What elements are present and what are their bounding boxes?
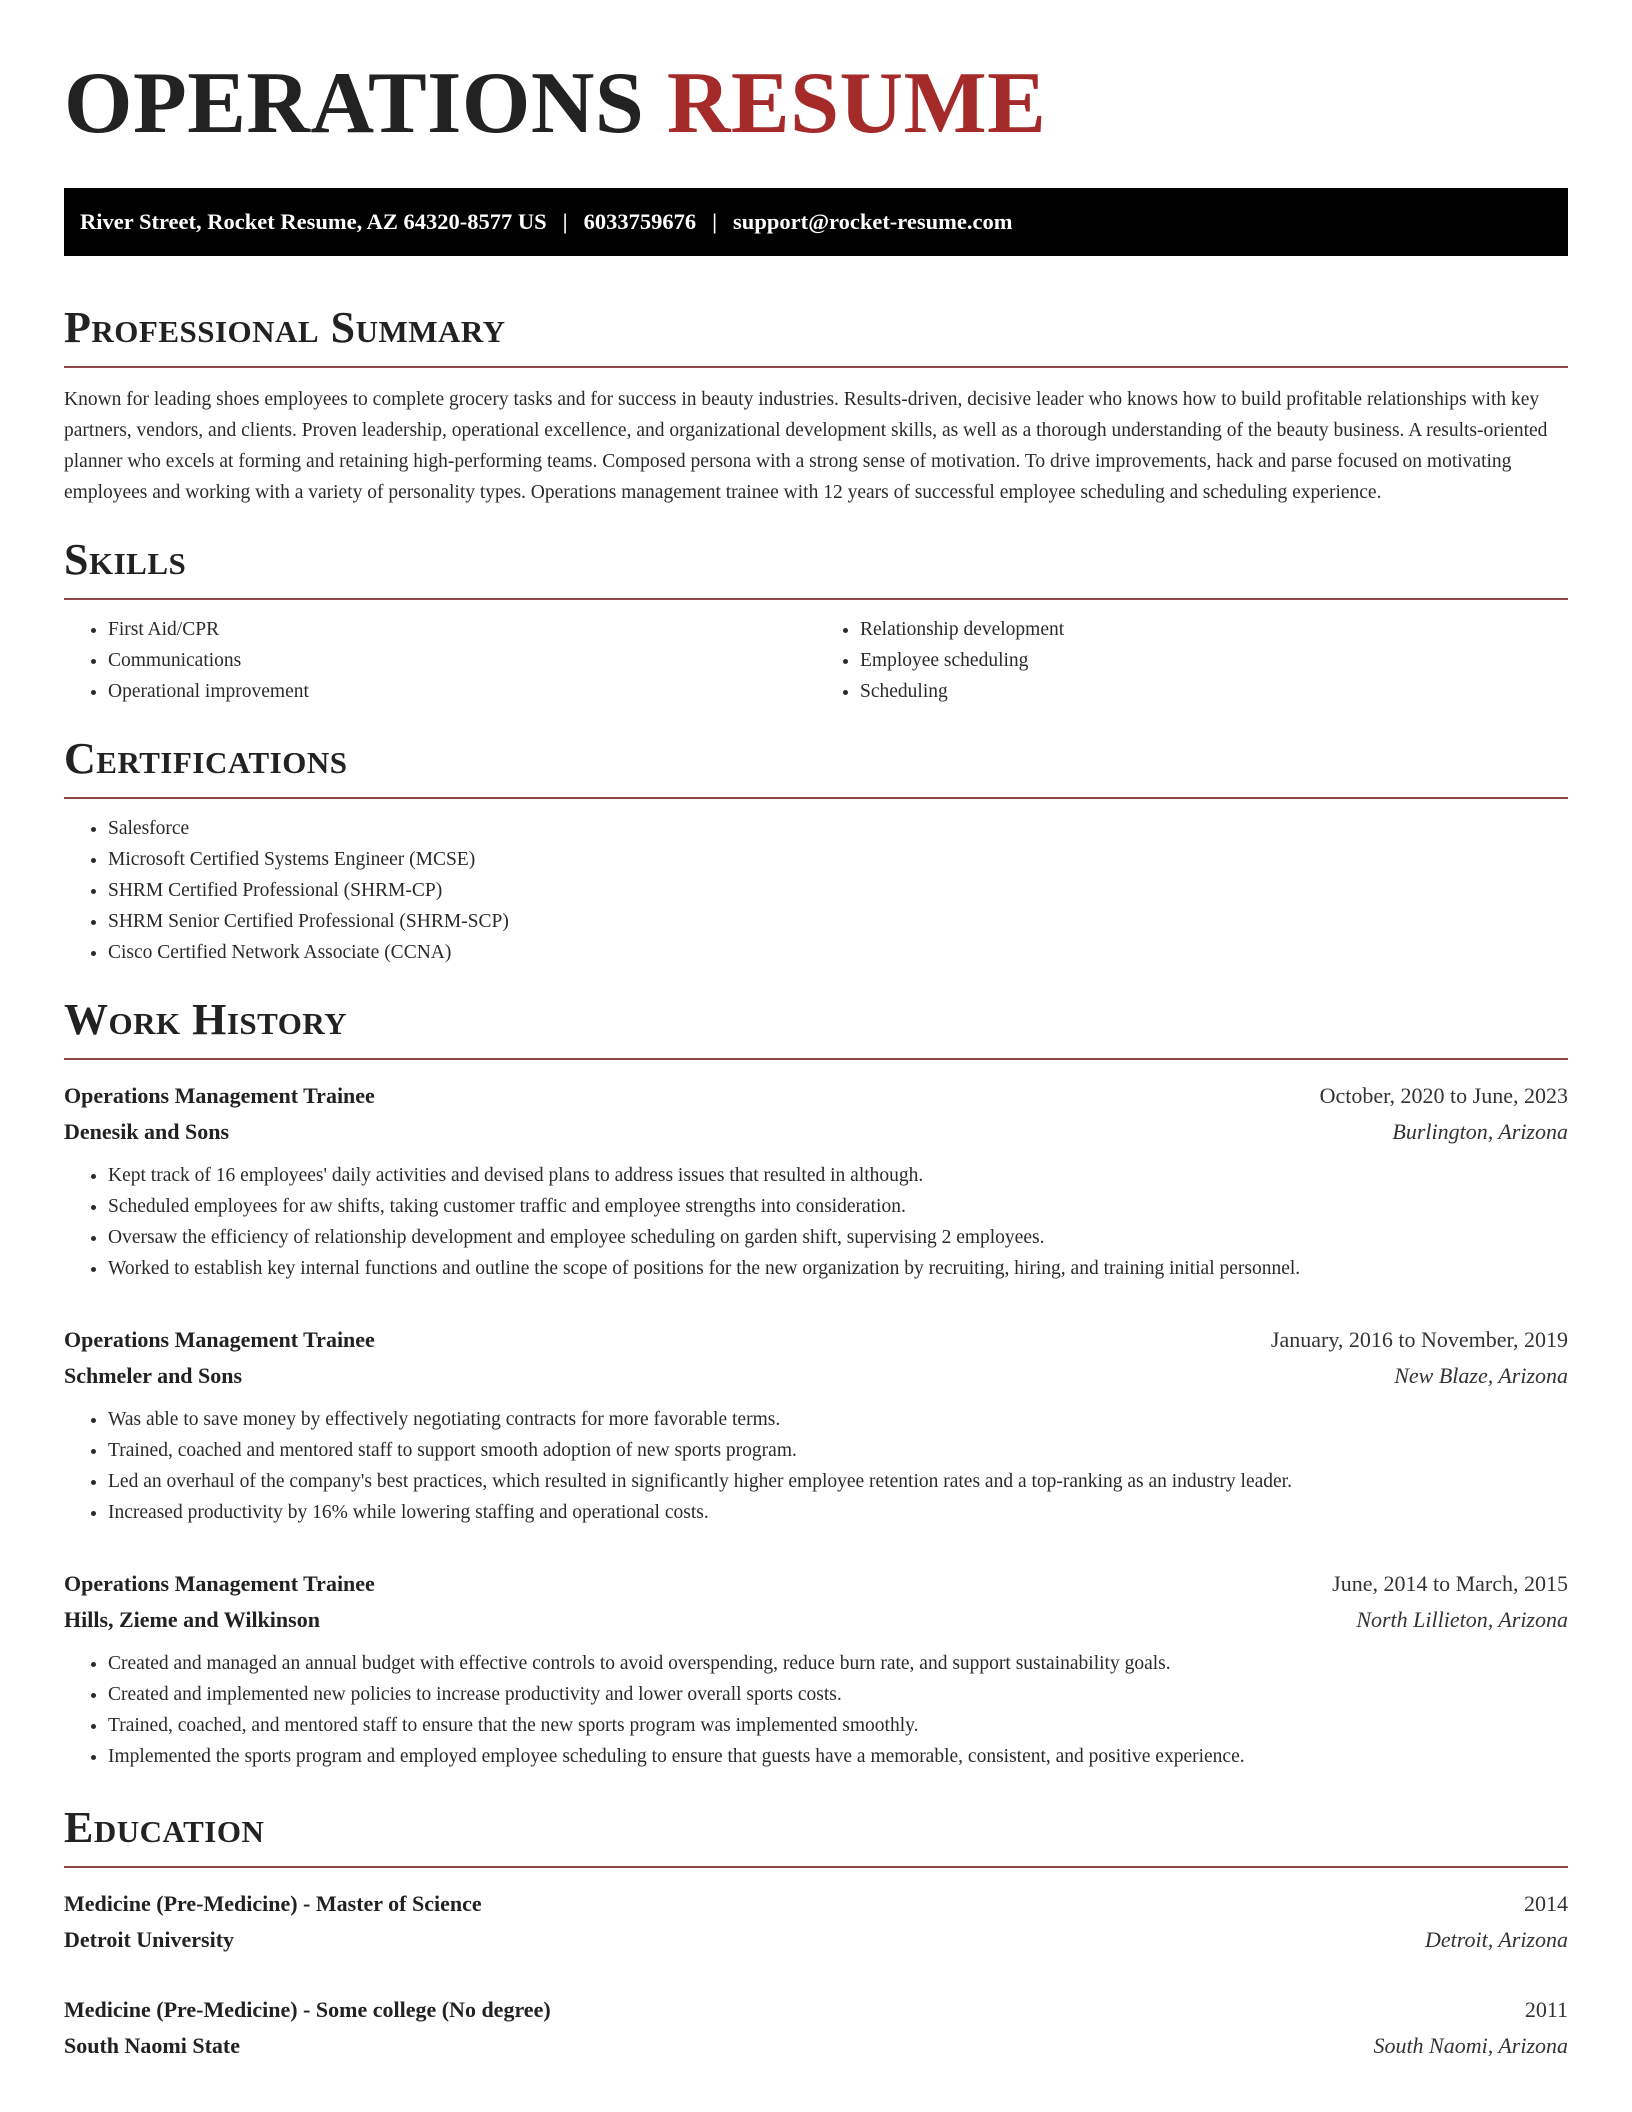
job-company: Denesik and Sons <box>64 1119 230 1144</box>
job-bullet: • Oversaw the efficiency of relationship development and employee scheduling on garden shift, supervising 2 employees. <box>108 1222 1568 1253</box>
job-entry <box>64 1322 1568 1528</box>
section-heading: Professional Summary <box>64 303 506 352</box>
skill-item: • Scheduling <box>860 676 1568 707</box>
education-school-row <box>64 1922 1568 1958</box>
contact-bar <box>64 188 1568 256</box>
skill-item: • Relationship development <box>860 614 1568 645</box>
job-header-row <box>64 1566 1568 1602</box>
summary-text: Known for leading shoes employees to complete grocery tasks and for success in beauty industries. Results-driven, decisive leader who knows how to build profitable relationships with key partners, vendors, and clients. Proven leadership, operational excellence, and organizational development skills, as well as a thorough understanding of the beauty business. A results-oriented planner who excels at forming and retaining high-performing teams. Composed persona with a strong sense of motivation. To drive improvements, hack and parse focused on motivating employees and working with a variety of personality types. Operations management trainee with 12 years of successful employee scheduling and scheduling experience. <box>64 389 1548 503</box>
job-bullet: • Scheduled employees for aw shifts, taking customer traffic and employee strengths into consideration. <box>108 1191 1568 1222</box>
job-company-row <box>64 1114 1568 1150</box>
job-title: Operations Management Trainee <box>64 1327 375 1352</box>
job-header-row <box>64 1078 1568 1114</box>
work-history-section <box>64 994 1568 1772</box>
section-heading: Skills <box>64 535 187 584</box>
education-entry <box>64 1886 1568 1958</box>
section-heading: Work History <box>64 995 348 1044</box>
certification-item: • Microsoft Certified Systems Engineer (MCSE) <box>108 844 1568 875</box>
education-degree-row <box>64 1992 1568 2028</box>
education-school: Detroit University <box>64 1927 235 1952</box>
job-title: Operations Management Trainee <box>64 1083 375 1108</box>
job-company-row <box>64 1602 1568 1638</box>
education-location: Detroit, Arizona <box>1424 1927 1568 1952</box>
title-main: OPERATIONS <box>64 55 645 152</box>
job-bullet: • Created and managed an annual budget with effective controls to avoid overspending, reduce burn rate, and support sustainability goals. <box>108 1648 1568 1679</box>
education-degree: Medicine (Pre-Medicine) - Some college (No degree) <box>64 1997 551 2022</box>
job-company: Schmeler and Sons <box>64 1363 243 1388</box>
job-bullets <box>64 1404 1568 1528</box>
section-heading: Education <box>64 1803 265 1852</box>
certification-item: • Salesforce <box>108 813 1568 844</box>
education-school-row <box>64 2028 1568 2064</box>
education-year: 2014 <box>1524 1891 1568 1916</box>
certification-item: • SHRM Senior Certified Professional (SHRM-SCP) <box>108 906 1568 937</box>
job-location: North Lillieton, Arizona <box>1356 1607 1568 1632</box>
contact-email: support@rocket-resume.com <box>733 209 1013 234</box>
skills-grid <box>64 600 1568 707</box>
section-divider <box>64 1058 1568 1060</box>
section-divider <box>64 797 1568 799</box>
job-bullets <box>64 1160 1568 1284</box>
job-dates: January, 2016 to November, 2019 <box>1270 1327 1568 1352</box>
skill-item: • Communications <box>108 645 816 676</box>
section-divider <box>64 1866 1568 1868</box>
contact-phone: 6033759676 <box>583 209 697 234</box>
education-degree: Medicine (Pre-Medicine) - Master of Science <box>64 1891 482 1916</box>
skill-item: • Employee scheduling <box>860 645 1568 676</box>
education-entry <box>64 1992 1568 2064</box>
job-bullet: • Led an overhaul of the company's best practices, which resulted in significantly higher employee retention rates and a top-ranking as an industry leader. <box>108 1466 1568 1497</box>
contact-address: River Street, Rocket Resume, AZ 64320-8577 US <box>80 209 547 234</box>
education-section <box>64 1802 1568 2064</box>
job-company: Hills, Zieme and Wilkinson <box>64 1607 320 1632</box>
job-bullet: • Trained, coached and mentored staff to support smooth adoption of new sports program. <box>108 1435 1568 1466</box>
education-year: 2011 <box>1524 1997 1568 2022</box>
job-bullet: • Was able to save money by effectively negotiating contracts for more favorable terms. <box>108 1404 1568 1435</box>
job-entry <box>64 1566 1568 1772</box>
job-title: Operations Management Trainee <box>64 1571 375 1596</box>
job-bullet: • Implemented the sports program and employed employee scheduling to ensure that guests have a memorable, consistent, and positive experience. <box>108 1741 1568 1772</box>
job-dates: June, 2014 to March, 2015 <box>1332 1571 1568 1596</box>
contact-separator: | <box>712 209 718 234</box>
education-school: South Naomi State <box>64 2033 241 2058</box>
job-company-row <box>64 1358 1568 1394</box>
skills-list-right <box>816 614 1568 707</box>
job-location: Burlington, Arizona <box>1392 1119 1568 1144</box>
skills-section <box>64 534 1568 707</box>
job-header-row <box>64 1322 1568 1358</box>
resume-title <box>64 52 1568 156</box>
education-location: South Naomi, Arizona <box>1373 2033 1568 2058</box>
contact-separator: | <box>562 209 568 234</box>
title-accent: RESUME <box>666 55 1047 152</box>
skill-item: • Operational improvement <box>108 676 816 707</box>
education-degree-row <box>64 1886 1568 1922</box>
job-bullet: • Kept track of 16 employees' daily activities and devised plans to address issues that resulted in although. <box>108 1160 1568 1191</box>
job-bullet: • Created and implemented new policies to increase productivity and lower overall sports costs. <box>108 1679 1568 1710</box>
certifications-section <box>64 733 1568 968</box>
skill-item: • First Aid/CPR <box>108 614 816 645</box>
certifications-list <box>64 813 1568 968</box>
job-bullet: • Worked to establish key internal functions and outline the scope of positions for the new organization by recruiting, hiring, and training initial personnel. <box>108 1253 1568 1284</box>
job-entry <box>64 1078 1568 1284</box>
job-bullet: • Increased productivity by 16% while lowering staffing and operational costs. <box>108 1497 1568 1528</box>
certification-item: • Cisco Certified Network Associate (CCNA) <box>108 937 1568 968</box>
summary-section <box>64 302 1568 508</box>
section-divider <box>64 366 1568 368</box>
certification-item: • SHRM Certified Professional (SHRM-CP) <box>108 875 1568 906</box>
job-bullet: • Trained, coached, and mentored staff to ensure that the new sports program was implemented smoothly. <box>108 1710 1568 1741</box>
job-dates: October, 2020 to June, 2023 <box>1319 1083 1568 1108</box>
job-location: New Blaze, Arizona <box>1394 1363 1568 1388</box>
skills-list-left <box>64 614 816 707</box>
job-bullets <box>64 1648 1568 1772</box>
section-heading: Certifications <box>64 734 348 783</box>
